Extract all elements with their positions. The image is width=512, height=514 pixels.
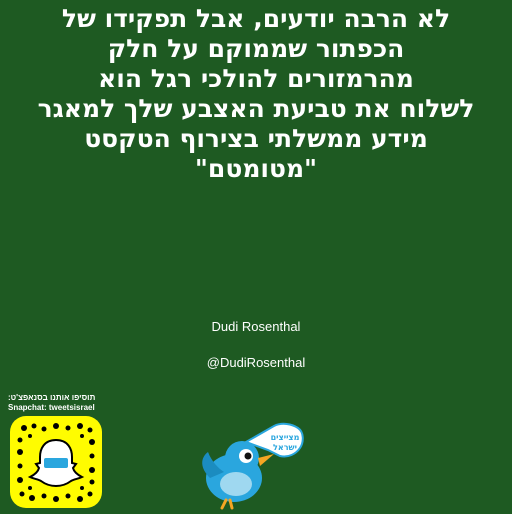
tweets-israel-logo [196,418,316,510]
tweet-line: הכפתור שממוקם על חלק [107,34,405,63]
tweet-line: מהרמזורים להולכי רגל הוא [98,64,414,93]
snapchat-caption [8,393,104,413]
snapchat-caption-english: Snapchat: tweetsisrael [8,403,95,412]
snapcode [10,416,102,508]
author-name: Dudi Rosenthal [211,319,301,334]
tweet-line: לשלוח את טביעת האצבע שלך למאגר [37,94,475,123]
author-handle: @DudiRosenthal [206,355,306,370]
tweet-line: "מטומטם" [194,154,318,183]
snapchat-caption-hebrew: תוסיפו אותנו בסנאפצ'ט: [8,393,96,402]
tweet-text [8,4,504,184]
snapcode-pattern-icon [10,416,102,508]
tweet-line: מידע ממשלתי בצירוף הטקסט [84,124,428,153]
logo-text-line1: מצייצים [270,433,300,442]
tweet-line: לא הרבה יודעים, אבל תפקידו של [61,4,451,33]
logo-text-line2: ישראל [273,443,297,452]
bird-icon [196,418,316,510]
